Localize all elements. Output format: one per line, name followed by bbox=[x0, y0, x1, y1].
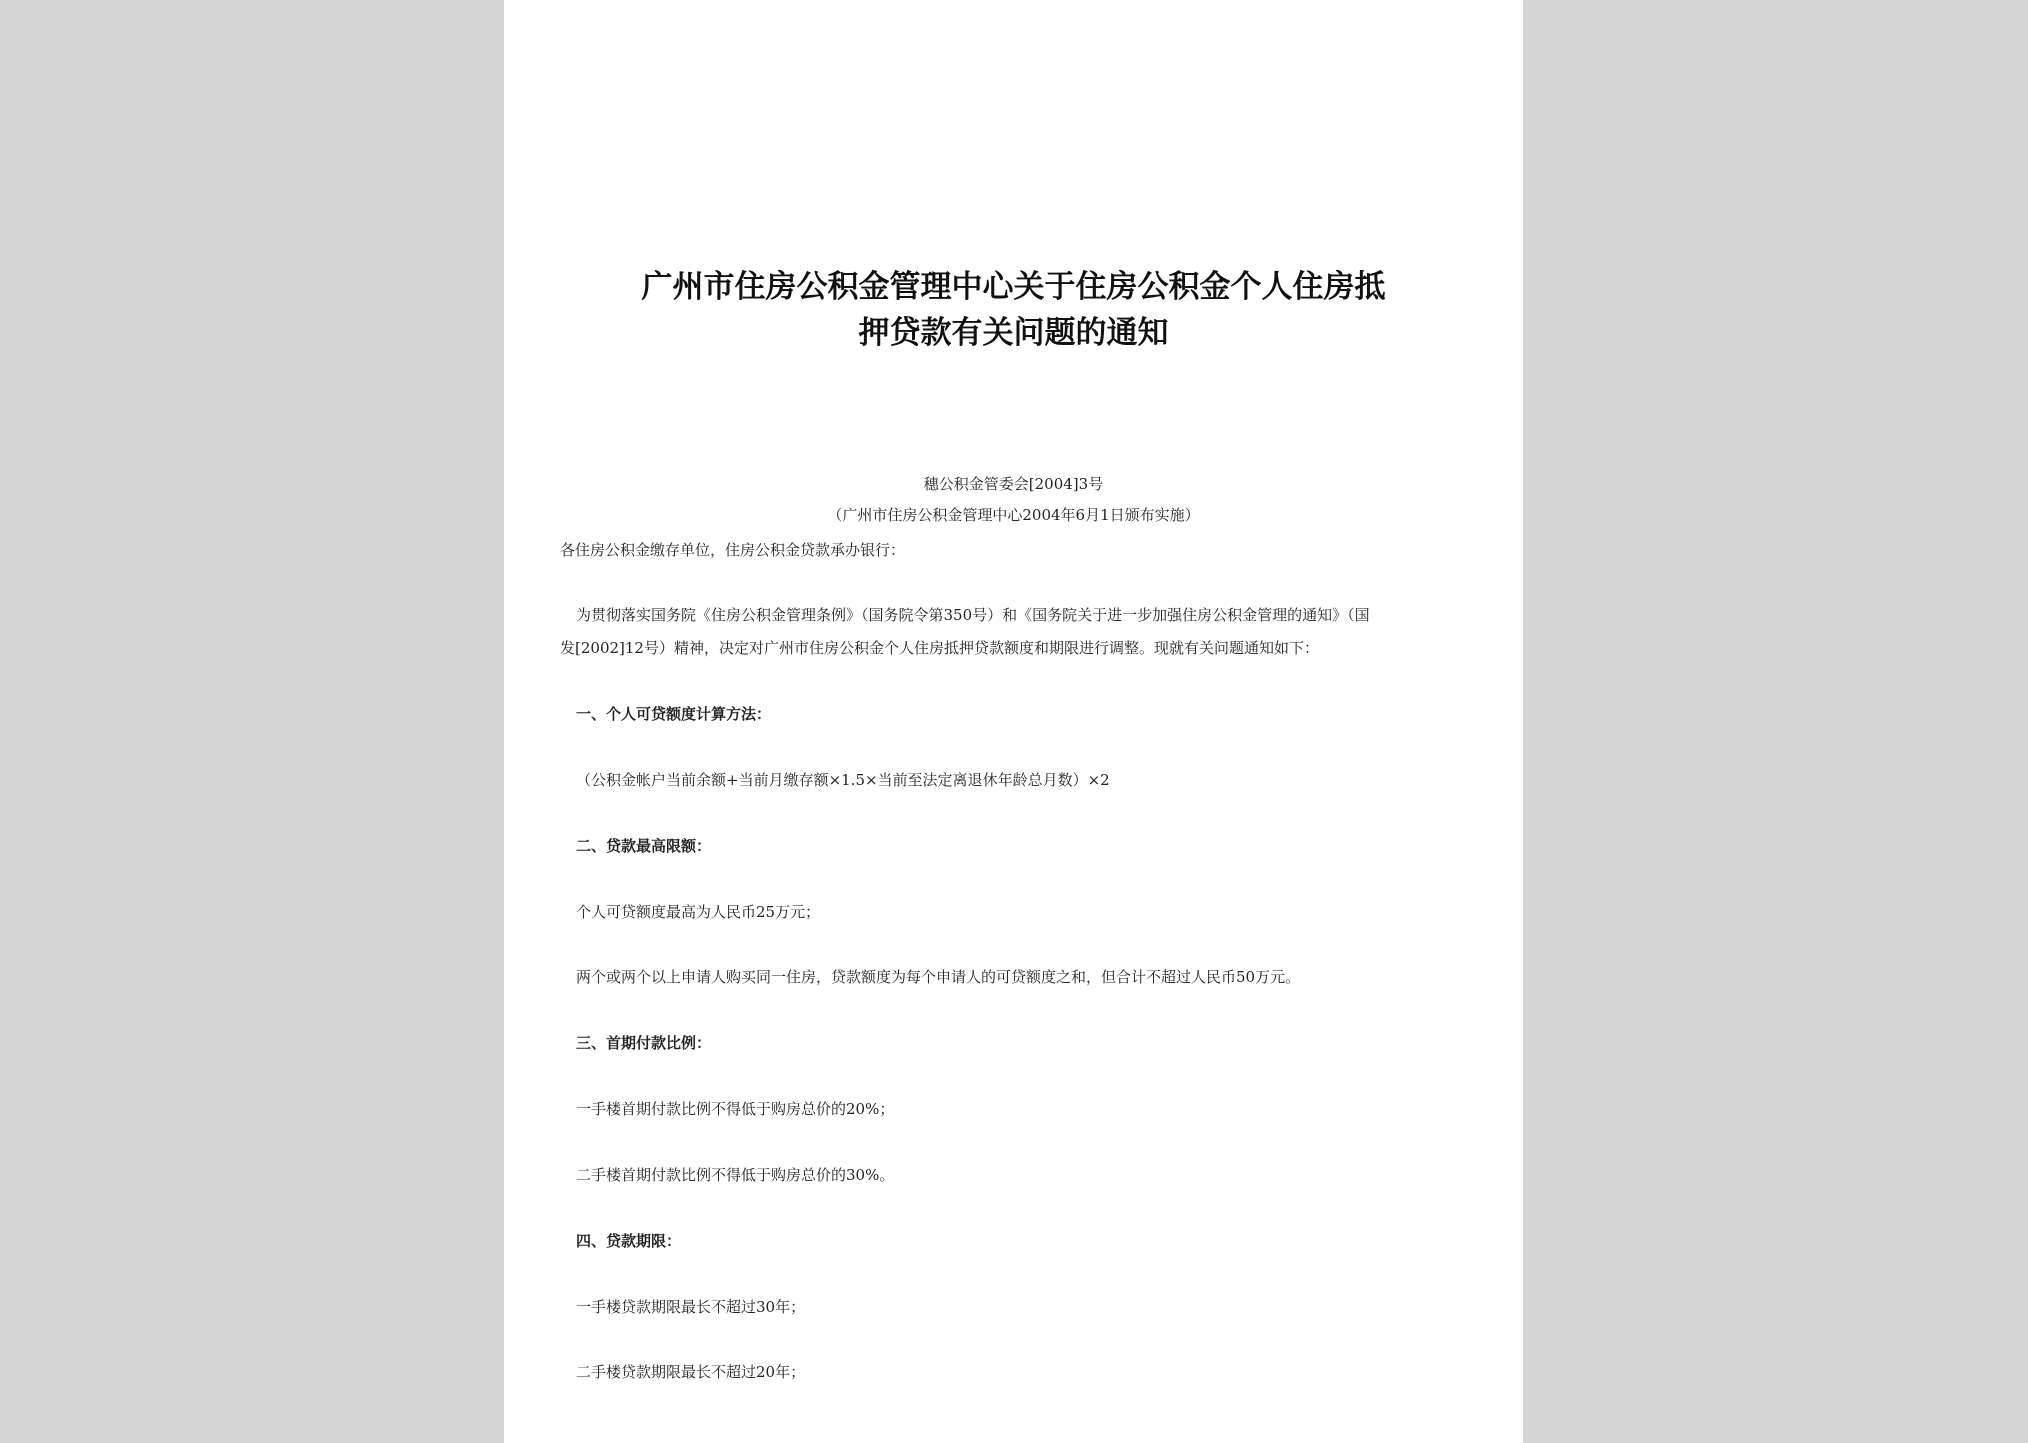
document-title-line-1: 广州市住房公积金管理中心关于住房公积金个人住房抵 bbox=[641, 269, 1386, 305]
section-3-paragraph-1: 一手楼首期付款比例不得低于购房总价的20%； bbox=[576, 1100, 895, 1118]
section-2-paragraph-2: 两个或两个以上申请人购买同一住房，贷款额度为每个申请人的可贷额度之和，但合计不超过人民币50万元。 bbox=[576, 968, 1301, 986]
section-1-heading: 一、个人可贷额度计算方法： bbox=[576, 705, 772, 723]
intro-paragraph-line-1: 为贯彻落实国务院《住房公积金管理条例》（国务院令第350号）和《国务院关于进一步加强住房公积金管理的通知》（国 bbox=[576, 606, 1370, 624]
intro-paragraph-line-2: 发[2002]12号）精神，决定对广州市住房公积金个人住房抵押贷款额度和期限进行调整。现就有关问题通知如下： bbox=[560, 639, 1319, 657]
document-number: 穗公积金管委会[2004]3号 bbox=[923, 475, 1104, 493]
section-3-paragraph-2: 二手楼首期付款比例不得低于购房总价的30%。 bbox=[576, 1166, 895, 1184]
section-1-formula: （公积金帐户当前余额+当前月缴存额×1.5×当前至法定离退休年龄总月数）×2 bbox=[576, 771, 1110, 789]
issuer-note: （广州市住房公积金管理中心2004年6月1日颁布实施） bbox=[827, 506, 1200, 524]
section-4-paragraph-1: 一手楼贷款期限最长不超过30年； bbox=[576, 1298, 806, 1316]
section-2-paragraph-1: 个人可贷额度最高为人民币25万元； bbox=[576, 903, 821, 921]
salutation: 各住房公积金缴存单位，住房公积金贷款承办银行： bbox=[560, 541, 906, 559]
document-title-line-2: 押贷款有关问题的通知 bbox=[858, 315, 1169, 351]
document-page bbox=[504, 0, 1523, 1443]
section-3-heading: 三、首期付款比例： bbox=[576, 1034, 712, 1052]
section-4-paragraph-2: 二手楼贷款期限最长不超过20年； bbox=[576, 1363, 806, 1381]
section-2-heading: 二、贷款最高限额： bbox=[576, 837, 712, 855]
section-4-heading: 四、贷款期限： bbox=[576, 1232, 682, 1250]
